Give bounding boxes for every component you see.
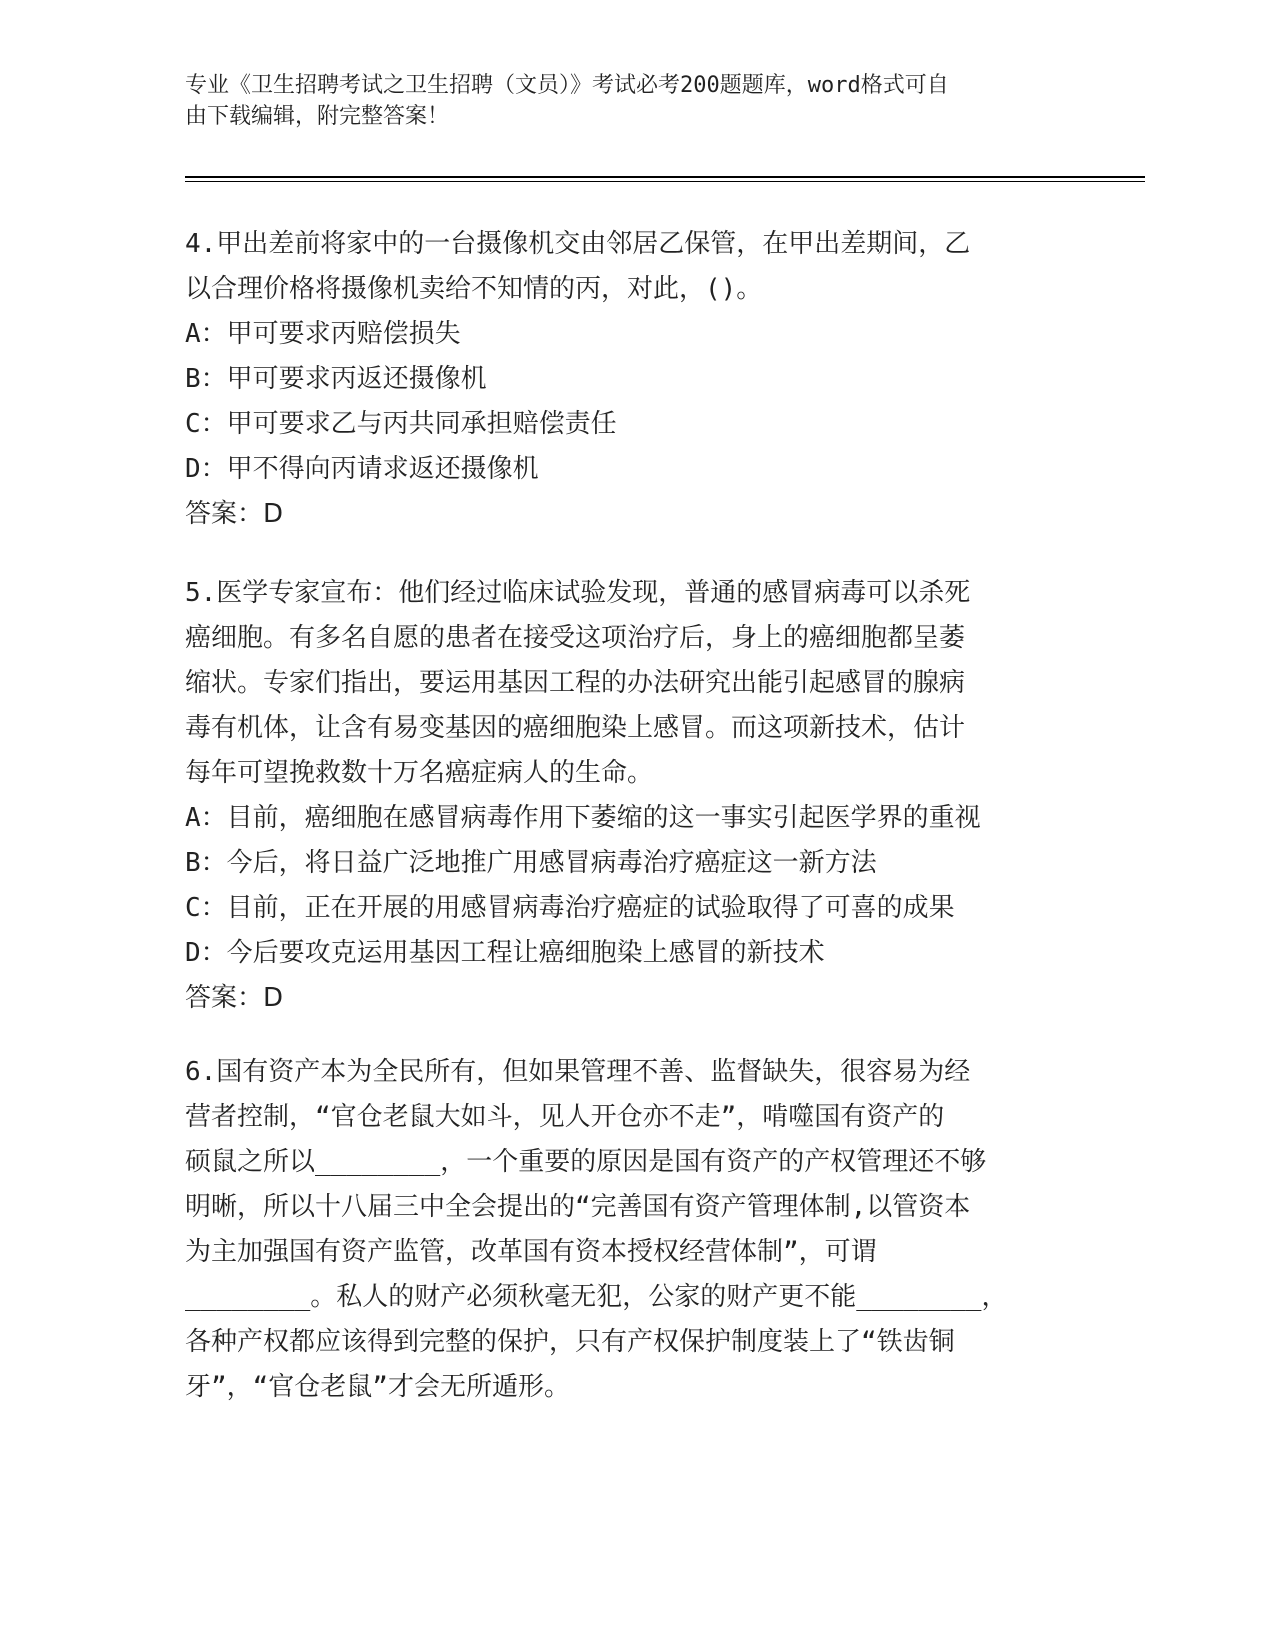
- question-text-line: 毒有机体，让含有易变基因的癌细胞染上感冒。而这项新技术，估计: [185, 713, 966, 743]
- option-b: B：甲可要求丙返还摄像机: [185, 364, 487, 394]
- header-line-2: 由下载编辑，附完整答案！: [185, 104, 450, 129]
- option-b: B：今后，将日益广泛地推广用感冒病毒治疗癌症这一新方法: [185, 848, 877, 878]
- question-6: [185, 1050, 1065, 1410]
- option-c: C：目前，正在开展的用感冒病毒治疗癌症的试验取得了可喜的成果: [185, 893, 955, 923]
- header-rule-thick: [185, 176, 1145, 178]
- question-text-line: 硕鼠之所以________，一个重要的原因是国有资产的产权管理还不够: [185, 1147, 987, 1177]
- question-text-line: 每年可望挽救数十万名癌症病人的生命。: [185, 758, 654, 788]
- header-line-1: 专业《卫生招聘考试之卫生招聘（文员）》考试必考200题题库，word格式可自: [185, 73, 949, 98]
- option-d: D：今后要攻克运用基因工程让癌细胞染上感冒的新技术: [185, 938, 825, 968]
- question-5: [185, 571, 1065, 1021]
- question-text-line: 6.国有资产本为全民所有，但如果管理不善、监督缺失，很容易为经: [185, 1057, 971, 1087]
- question-text-line: 牙”，“官仓老鼠”才会无所遁形。: [185, 1372, 570, 1402]
- option-a: A：甲可要求丙赔偿损失: [185, 319, 461, 349]
- option-c: C：甲可要求乙与丙共同承担赔偿责任: [185, 409, 617, 439]
- option-a: A：目前，癌细胞在感冒病毒作用下萎缩的这一事实引起医学界的重视: [185, 803, 981, 833]
- question-text-line: 以合理价格将摄像机卖给不知情的丙，对此，()。: [185, 274, 763, 304]
- question-text-line: 4.甲出差前将家中的一台摄像机交由邻居乙保管，在甲出差期间，乙: [185, 229, 971, 259]
- option-d: D：甲不得向丙请求返还摄像机: [185, 454, 539, 484]
- answer: 答案：D: [185, 499, 284, 529]
- question-text-line: 为主加强国有资产监管，改革国有资本授权经营体制”，可谓: [185, 1237, 877, 1267]
- question-4: [185, 222, 1065, 537]
- question-text-line: 癌细胞。有多名自愿的患者在接受这项治疗后，身上的癌细胞都呈萎: [185, 623, 966, 653]
- question-text-line: 5.医学专家宣布：他们经过临床试验发现，普通的感冒病毒可以杀死: [185, 578, 971, 608]
- header-rule-thin: [185, 181, 1145, 182]
- document-header: [185, 70, 1065, 132]
- question-text-line: 各种产权都应该得到完整的保护，只有产权保护制度装上了“铁齿铜: [185, 1327, 955, 1357]
- answer: 答案：D: [185, 983, 284, 1013]
- question-text-line: 缩状。专家们指出，要运用基因工程的办法研究出能引起感冒的腺病: [185, 668, 966, 698]
- question-text-line: ________。私人的财产必须秋毫无犯，公家的财产更不能________，: [185, 1282, 1008, 1312]
- question-text-line: 营者控制，“官仓老鼠大如斗，见人开仓亦不走”，啃噬国有资产的: [185, 1102, 945, 1132]
- question-text-line: 明晰，所以十八届三中全会提出的“完善国有资产管理体制,以管资本: [185, 1192, 971, 1222]
